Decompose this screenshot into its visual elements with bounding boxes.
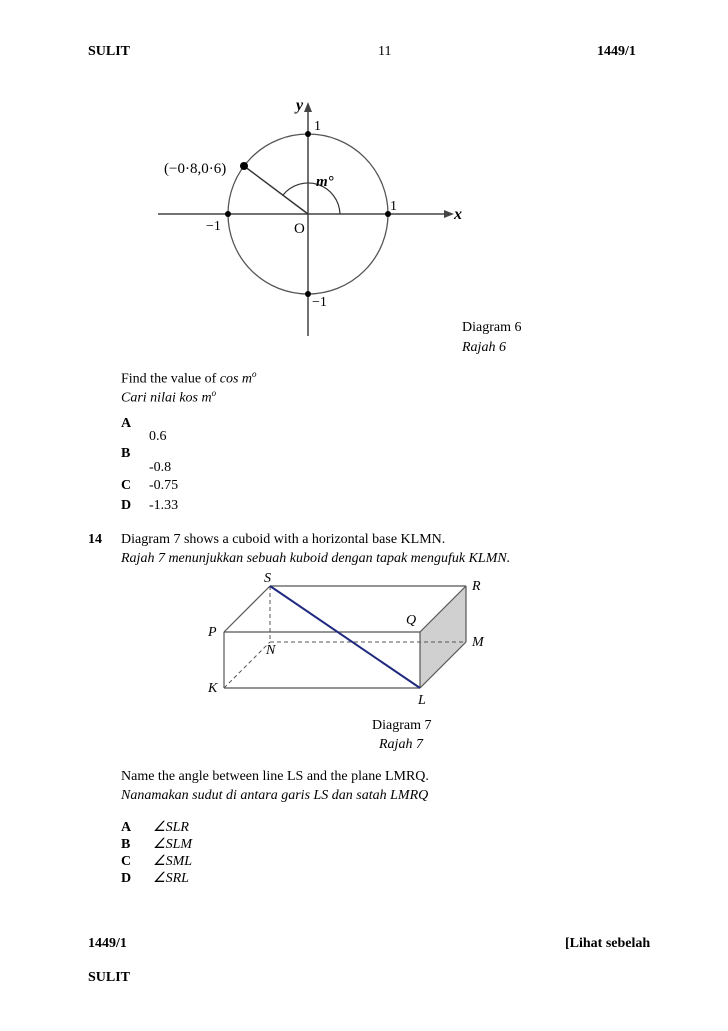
diagram-6-caption-en: Diagram 6 — [462, 320, 522, 335]
q14-prompt-ms: Nanamakan sudut di antara garis LS dan satah LMRQ — [121, 788, 429, 803]
q14-option-b-letter[interactable]: B — [121, 837, 131, 852]
q14-prompt-en: Name the angle between line LS and the plane LMRQ. — [121, 769, 429, 784]
x-axis-arrow — [444, 210, 454, 218]
point-neg-x — [225, 211, 231, 217]
diagram-7-caption-en: Diagram 7 — [372, 718, 432, 733]
diagram-6-unit-circle — [150, 92, 480, 342]
q14-number: 14 — [88, 532, 102, 547]
vertex-l: L — [418, 693, 426, 708]
point-label: (−0·8,0·6) — [164, 161, 227, 177]
q13-prompt-ms-text: Cari nilai kos m — [121, 390, 212, 406]
angle-icon: ∠ — [153, 837, 166, 852]
q14-option-d-value[interactable] — [153, 869, 189, 889]
vertex-q: Q — [406, 613, 417, 628]
q14-stem-en: Diagram 7 shows a cuboid with a horizontal base KLMN. — [121, 532, 446, 547]
q13-option-c-value[interactable]: -0.75 — [149, 478, 179, 493]
radius-line — [244, 166, 308, 214]
point-neg-y — [305, 291, 311, 297]
line-ls — [270, 586, 420, 688]
page-number: 11 — [378, 44, 392, 59]
q13-option-b-letter[interactable]: B — [121, 446, 131, 461]
footer-right: [Lihat sebelah — [565, 936, 651, 951]
q14-option-c-letter[interactable]: C — [121, 854, 132, 869]
footer-bottom: SULIT — [88, 970, 131, 985]
q13-option-d-value[interactable]: -1.33 — [149, 498, 179, 513]
diagram-6-caption-ms: Rajah 6 — [462, 340, 506, 355]
edge-ps — [224, 586, 270, 632]
q14-option-a-text: SLR — [165, 820, 189, 835]
vertex-m: M — [472, 635, 484, 650]
q14-option-c-text: SML — [165, 854, 193, 869]
angle-label: m° — [316, 174, 334, 190]
angle-icon: ∠ — [153, 871, 166, 886]
q13-prompt-en-text: Find the value of — [121, 371, 220, 387]
footer-left: 1449/1 — [88, 936, 127, 951]
q13-option-d-letter[interactable]: D — [121, 498, 132, 513]
x-axis-label: x — [454, 206, 462, 223]
q13-option-a-letter[interactable]: A — [121, 416, 132, 431]
tick-label-pos-y: 1 — [314, 119, 321, 134]
angle-icon: ∠ — [153, 854, 166, 869]
header-right: 1449/1 — [597, 44, 636, 59]
q13-option-a-value[interactable]: 0.6 — [149, 429, 167, 444]
vertex-n: N — [266, 643, 276, 658]
q13-prompt-ms — [121, 383, 216, 409]
q13-prompt-ms-sup: o — [211, 388, 217, 398]
q13-prompt-en-italic: cos m — [219, 371, 253, 387]
y-axis-label: y — [296, 97, 304, 114]
edge-kn — [224, 642, 270, 688]
vertex-s: S — [264, 571, 271, 586]
q14-option-d-text: SRL — [165, 871, 189, 886]
header-left: SULIT — [88, 44, 131, 59]
tick-label-pos-x: 1 — [390, 199, 397, 214]
angle-icon: ∠ — [153, 820, 166, 835]
q13-option-c-letter[interactable]: C — [121, 478, 132, 493]
q13-option-b-value[interactable]: -0.8 — [149, 460, 172, 475]
q14-option-d-letter[interactable]: D — [121, 871, 132, 886]
tick-label-neg-x: −1 — [206, 219, 221, 234]
q14-option-a-letter[interactable]: A — [121, 820, 132, 835]
origin-label: O — [294, 221, 305, 237]
tick-label-neg-y: −1 — [312, 295, 327, 310]
face-lmrq — [420, 586, 466, 688]
point-marker — [240, 162, 248, 170]
vertex-p: P — [208, 625, 217, 640]
q14-option-b-text: SLM — [165, 837, 193, 852]
diagram-7-caption-ms: Rajah 7 — [379, 737, 423, 752]
vertex-k: K — [208, 681, 218, 696]
y-axis-arrow — [304, 102, 312, 112]
point-pos-y — [305, 131, 311, 137]
diagram-7-cuboid — [200, 568, 500, 708]
q14-stem-ms: Rajah 7 menunjukkan sebuah kuboid dengan tapak mengufuk KLMN. — [121, 551, 511, 566]
q13-prompt-en-sup: o — [252, 369, 257, 379]
vertex-r: R — [472, 579, 481, 594]
